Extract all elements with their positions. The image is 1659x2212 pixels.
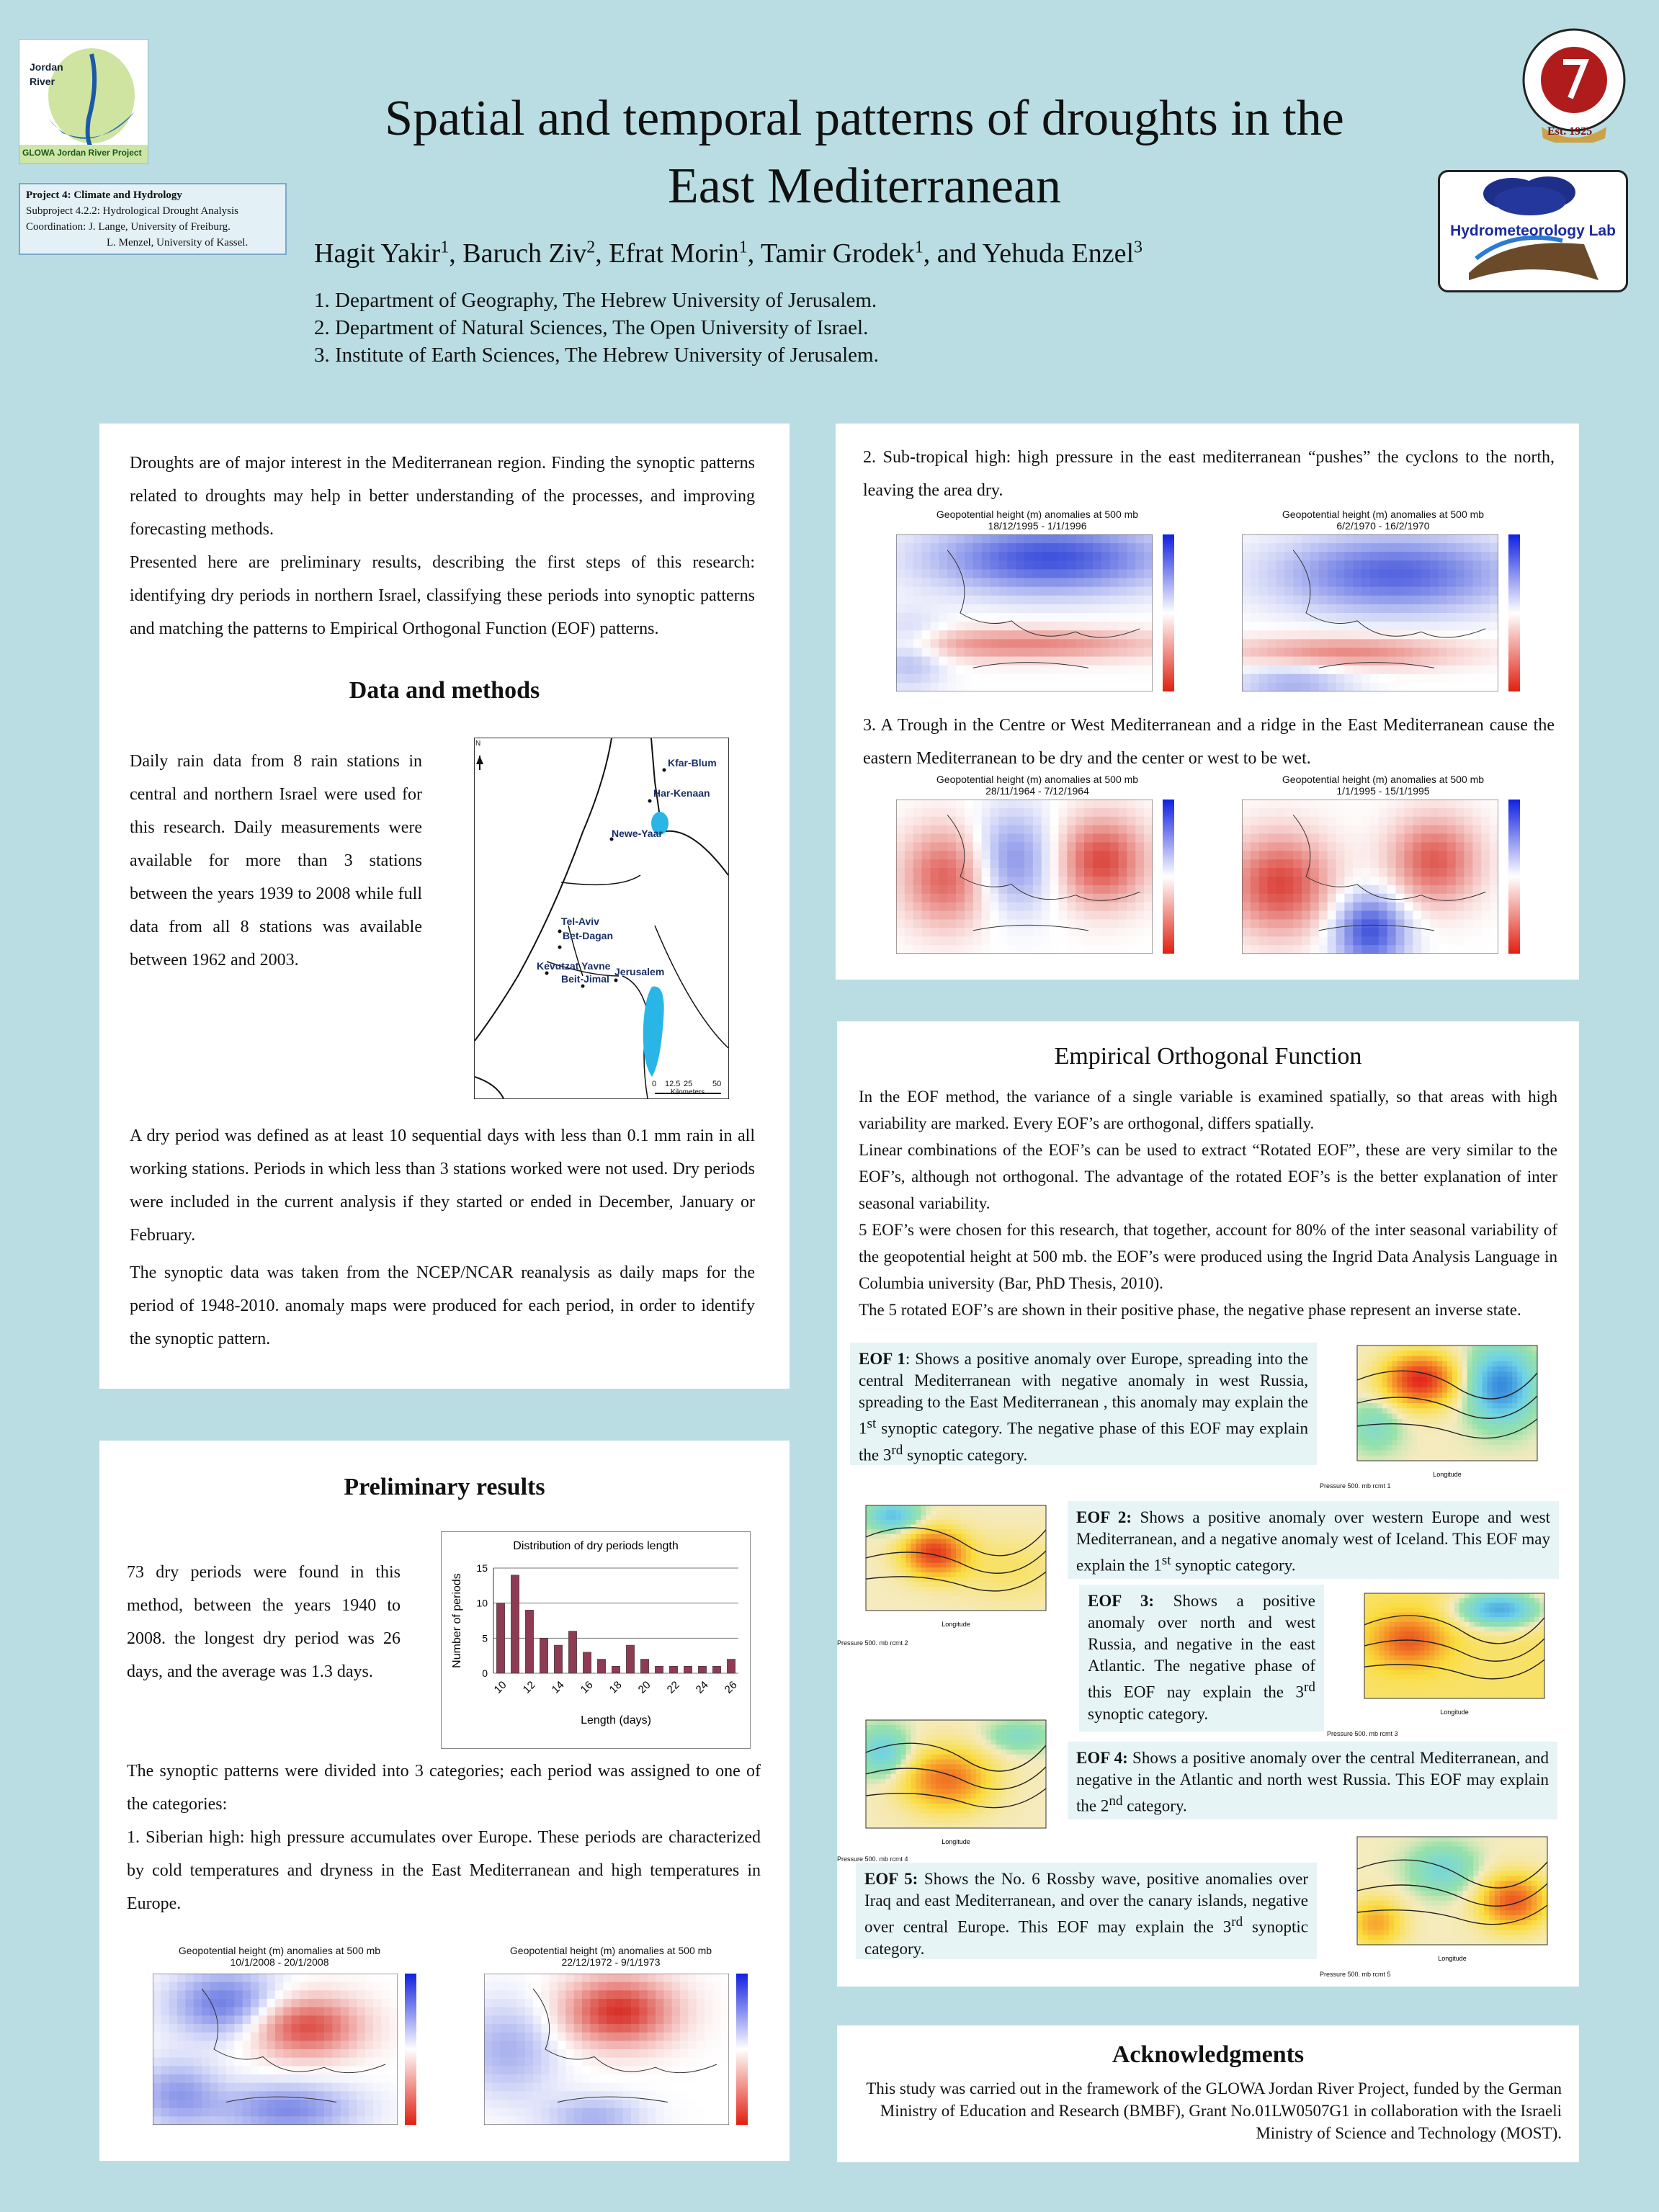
anomaly-grid (1242, 534, 1498, 691)
title-line2: East Mediterranean (667, 158, 1062, 214)
station-label-newe-yaar: Newe-Yaar (612, 828, 663, 839)
project-box-line1: Project 4: Climate and Hydrology (26, 189, 182, 201)
data-methods-text-2 (130, 1119, 755, 1356)
glowa-logo (19, 39, 148, 164)
chart-x-tick: 10 (491, 1678, 509, 1696)
map-title: Geopotential height (m) anomalies at 500 mb (1282, 774, 1485, 785)
chart-y-label: Number of periods (451, 1573, 463, 1668)
eof-text: category. (1122, 1796, 1187, 1815)
eof-longitude-label: Longitude (1440, 1709, 1469, 1716)
station-map (474, 738, 729, 1099)
intro-text (130, 447, 755, 645)
chart-title: Distribution of dry periods length (513, 1540, 679, 1552)
author-name: Hagit Yakir (314, 238, 441, 269)
poster-title (274, 85, 1455, 220)
eof-sup: rd (1304, 1680, 1315, 1695)
eof-paragraph-3: 5 EOF’s were chosen for this research, that together, account for 80% of the inter seasonal variability of the geopotential height at 500 mb. the EOF’s were produced using the Ingrid Data Analysis Language in Columbia university (Bar, PhD Thesis, 2010). (859, 1221, 1557, 1292)
intro-panel (99, 424, 790, 1389)
eof-4-box (1068, 1742, 1557, 1819)
color-scale-bar (736, 1974, 748, 2125)
data-methods-paragraph-2: A dry period was defined as at least 10 sequential days with less than 0.1 mm rain in all working stations. Periods in which less than 3 stations worked were not used. Dry periods were included in the current analysis if they started or ended in December, January or February. (130, 1127, 755, 1245)
map-north-label: N (475, 740, 481, 748)
eof-longitude-label: Longitude (942, 1621, 970, 1628)
anomaly-field (484, 1974, 729, 2125)
intro-paragraph-2: Presented here are preliminary results, describing the first steps of this research: identifying dry periods in northern Israel, classifying these periods into synoptic patterns and matching the patterns to Empirical Orthogonal Function (EOF) patterns. (130, 553, 755, 638)
eof-text: Shows a positive anomaly over the central Mediterranean, and negative in the Atlantic and north west Russia. This EOF may explain the 2 (1076, 1749, 1549, 1815)
eof-2-box (1068, 1501, 1559, 1579)
results-paragraph-1: 73 dry periods were found in this method, between the years 1940 to 2008. the longest dry period was 26 days, and the average was 1.3 days. (127, 1563, 401, 1681)
eof-3-map (1349, 1590, 1550, 1717)
trough-text-block (863, 709, 1555, 775)
anomaly-field (896, 800, 1153, 954)
eof-text: synoptic category. (1171, 1556, 1296, 1575)
eof-label: EOF 3: (1088, 1592, 1155, 1610)
project-box-line4: L. Menzel, University of Kassel. (107, 237, 249, 248)
map-scale-0: 0 (652, 1080, 657, 1088)
chart-bar (540, 1638, 547, 1673)
chart-canvas (442, 1532, 750, 1748)
eof-paragraph-2: Linear combinations of the EOF’s can be used to extract “Rotated EOF”, these are very similar to the EOF’s, although not orthogonal. The advantage of the rotated EOF’s is the better explanation of inter seasonal variability. (859, 1141, 1557, 1212)
eof-field (1349, 1590, 1550, 1717)
map-dates: 1/1/1995 - 15/1/1995 (1336, 785, 1430, 797)
eof-text: Shows a positive anomaly over western Europe and west Mediterranean, and a negative anomaly west of Iceland. This EOF may explain the 1 (1076, 1508, 1550, 1575)
acknowledgments-heading: Acknowledgments (1112, 2041, 1305, 2068)
chart-bar (597, 1660, 605, 1673)
chart-y-tick: 10 (476, 1597, 488, 1609)
author-name: Efrat Morin (609, 238, 739, 269)
eof-text: synoptic category. The negative phase of this EOF may explain the 3 (859, 1419, 1308, 1464)
affiliation-1: 1. Department of Geography, The Hebrew University of Jerusalem. (314, 289, 877, 312)
eof-text: Shows a positive anomaly over north and west Russia, and negative in the east Atlantic. The negative phase of this EOF nay explain the 3 (1088, 1592, 1315, 1701)
station-label-jerusalem: Jerusalem (614, 966, 665, 977)
acknowledgments-panel (837, 2025, 1579, 2162)
eof-sup: rd (1231, 1915, 1243, 1930)
results-heading: Preliminary results (344, 1474, 545, 1500)
chart-bar (698, 1666, 706, 1673)
eof-field (1341, 1834, 1553, 1964)
anomaly-field (1242, 534, 1498, 691)
data-methods-heading: Data and methods (349, 677, 540, 704)
map-scale-2: 25 (684, 1080, 693, 1088)
color-scale-bar (1163, 534, 1174, 691)
eof-longitude-label: Longitude (942, 1838, 970, 1845)
intro-paragraph-1: Droughts are of major interest in the Mediterranean region. Finding the synoptic patterns related to droughts may help in better understanding of the processes, and improving forecasting methods. (130, 454, 755, 539)
subtropical-text: 2. Sub-tropical high: high pressure in the east mediterranean “pushes” the cyclons to the north, leaving the area dry. (863, 448, 1555, 500)
anomaly-field (1242, 800, 1498, 954)
chart-x-tick: 14 (549, 1678, 567, 1696)
eof-longitude-label: Longitude (1433, 1471, 1462, 1478)
data-methods-paragraph-1: Daily rain data from 8 rain stations in central and northern Israel were used for this research. Daily measurements were available for more than 3 stations between the years 1939 to 2008 while full data from all 8 stations was available between 1962 and 2003. (130, 752, 422, 970)
chart-bar (525, 1610, 533, 1673)
anomaly-grid (896, 800, 1153, 954)
affiliation-2: 2. Department of Natural Sciences, The Open University of Israel. (314, 316, 869, 339)
eof-5-box (856, 1863, 1317, 1959)
trough-map-1 (879, 774, 1196, 978)
eof-4-caption: Pressure 500. mb rcmt 4 (837, 1855, 908, 1863)
eof-label: EOF 2: (1076, 1508, 1132, 1526)
color-scale-bar (1508, 800, 1520, 954)
glowa-logo-text2: River (30, 76, 55, 87)
eof-field (1341, 1343, 1543, 1479)
station-label-kevutzat-yavne: Kevutzat Yavne (537, 960, 611, 972)
map-dates: 6/2/1970 - 16/2/1970 (1336, 520, 1430, 532)
eof-2-caption: Pressure 500. mb rcmt 2 (837, 1639, 908, 1647)
station-label-tel-aviv: Tel-Aviv (561, 915, 599, 927)
author-name: Baruch Ziv (462, 238, 587, 269)
anomaly-field (896, 534, 1153, 691)
eof-4-map (850, 1717, 1052, 1847)
hydrometeorology-logo (1438, 170, 1628, 292)
glowa-logo-caption: GLOWA Jordan River Project (22, 148, 142, 158)
eof-heading: Empirical Orthogonal Function (1054, 1043, 1362, 1070)
subtropical-text-block (863, 441, 1555, 507)
eof-1-box (850, 1343, 1317, 1465)
anomaly-grid (1242, 800, 1498, 954)
chart-bar (568, 1631, 576, 1673)
station-label-har-kenaan: Har-Kenaan (653, 787, 710, 799)
map-dates: 10/1/2008 - 20/1/2008 (230, 1956, 329, 1968)
hebrew-university-logo (1520, 26, 1628, 143)
author-name: Tamir Grodek (761, 238, 915, 269)
title-line1: Spatial and temporal patterns of droughts in the (385, 91, 1344, 146)
chart-x-tick: 20 (635, 1678, 653, 1696)
chart-bar (554, 1645, 562, 1673)
anomaly-field (153, 1974, 398, 2125)
trough-text: 3. A Trough in the Centre or West Mediterranean and a ridge in the East Mediterranean cause the eastern Mediterranean to be dry and the center or west to be wet. (863, 716, 1555, 768)
chart-x-tick: 12 (520, 1678, 538, 1696)
project-box-line2: Subproject 4.2.2: Hydrological Drought Analysis (26, 205, 238, 217)
chart-bar (583, 1652, 591, 1673)
chart-bar (712, 1666, 720, 1673)
anomaly-grid (153, 1974, 398, 2125)
eof-1-map (1341, 1343, 1543, 1479)
eof-intro (859, 1083, 1557, 1323)
map-title: Geopotential height (m) anomalies at 500 mb (178, 1945, 381, 1956)
anomaly-grid (896, 534, 1153, 691)
author-affiliation-number: 1 (440, 238, 450, 257)
anomaly-grid (484, 1974, 729, 2125)
chart-y-tick: 5 (482, 1632, 488, 1644)
project-box-line3: Coordination: J. Lange, University of Freiburg. (26, 221, 231, 233)
color-scale-bar (405, 1974, 416, 2125)
eof-text: synoptic category. (864, 1917, 1308, 1958)
eof-field (850, 1717, 1052, 1847)
eof-5-caption: Pressure 500. mb rcmt 5 (1320, 1971, 1391, 1978)
eof-5-map (1341, 1834, 1553, 1964)
results-panel (99, 1441, 790, 2161)
hydro-logo-label: Hydrometeorology Lab (1450, 223, 1616, 239)
eof-sup: nd (1109, 1794, 1123, 1809)
affiliation-3: 3. Institute of Earth Sciences, The Hebrew University of Jerusalem. (314, 344, 879, 367)
chart-y-tick: 15 (476, 1562, 488, 1574)
chart-x-label: Length (days) (581, 1714, 651, 1727)
eof-label: EOF 4: (1076, 1749, 1128, 1767)
map-dates: 22/12/1972 - 9/1/1973 (561, 1956, 661, 1968)
results-text-2 (127, 1755, 761, 1920)
affiliations (314, 287, 879, 369)
map-title: Geopotential height (m) anomalies at 500 mb (509, 1945, 712, 1956)
map-scale-unit: Kilometers (671, 1088, 705, 1096)
eof-text: Shows the No. 6 Rossby wave, positive anomalies over Iraq and east Mediterranean, and over the canary islands, negative over central Europe. This EOF may explain the 3 (864, 1870, 1308, 1936)
station-label-beit-jimal: Beit-Jimal (561, 973, 609, 985)
chart-bar (640, 1660, 648, 1673)
eof-3-box (1079, 1585, 1324, 1732)
chart-bar (612, 1666, 620, 1673)
siberian-map-2 (460, 1945, 762, 2139)
trough-map-2 (1225, 774, 1542, 978)
eof-text: synoptic category. (1088, 1704, 1209, 1723)
map-scale-1: 12.5 (665, 1080, 681, 1088)
eof-panel (837, 1021, 1579, 1987)
eof-3-caption: Pressure 500. mb rcmt 3 (1327, 1730, 1398, 1737)
author-name: and Yehuda Enzel (936, 238, 1135, 269)
author-affiliation-number: 1 (914, 238, 924, 257)
station-label-kfar-blum: Kfar-Blum (668, 757, 717, 769)
chart-bar (727, 1660, 735, 1673)
eof-label: EOF 1 (859, 1350, 905, 1368)
chart-bar (684, 1666, 692, 1673)
siberian-map-1 (128, 1945, 431, 2139)
results-paragraph-2: The synoptic patterns were divided into 3 categories; each period was assigned to one of the categories: (127, 1762, 761, 1814)
author-affiliation-number: 1 (738, 238, 748, 257)
results-paragraph-3: 1. Siberian high: high pressure accumulates over Europe. These periods are characterized by cold temperatures and dryness in the East Mediterranean and high temperatures in Europe. (127, 1828, 761, 1913)
color-scale-bar (1508, 534, 1520, 691)
eof-paragraph-4: The 5 rotated EOF’s are shown in their positive phase, the negative phase represent an inverse state. (859, 1301, 1521, 1319)
data-methods-text (130, 745, 422, 977)
eof-longitude-label: Longitude (1438, 1955, 1467, 1962)
eof-field (850, 1503, 1052, 1629)
acknowledgments-text: This study was carried out in the framework of the GLOWA Jordan River Project, funded by the German Ministry of Education and Research (BMBF), Grant No.01LW0507G1 in collaboration with the Israeli Ministry of Science and Technology (MOST). (866, 2079, 1562, 2142)
author-affiliation-number: 3 (1134, 238, 1143, 257)
eof-sup: rd (891, 1442, 903, 1458)
categories-panel (836, 424, 1579, 980)
eof-1-caption: Pressure 500. mb rcmt 1 (1320, 1482, 1391, 1490)
subtropical-map-1 (879, 509, 1196, 717)
eof-sup: st (867, 1416, 877, 1431)
chart-x-tick: 18 (607, 1678, 625, 1696)
map-dates: 28/11/1964 - 7/12/1964 (985, 785, 1089, 797)
project-box (19, 183, 287, 255)
author-affiliation-number: 2 (586, 238, 596, 257)
chart-x-tick: 24 (693, 1678, 711, 1696)
map-title: Geopotential height (m) anomalies at 500 mb (936, 509, 1139, 520)
author-list: Hagit Yakir$^1$, Baruch Ziv$^2$, Efrat Morin$^1$, Tamir Grodek$^1$, and Yehuda Enzel$^3$ (314, 238, 1143, 269)
chart-x-tick: 16 (578, 1678, 596, 1696)
map-dates: 18/12/1995 - 1/1/1996 (988, 520, 1087, 532)
eof-label: EOF 5: (864, 1870, 918, 1888)
eof-paragraph-1: In the EOF method, the variance of a single variable is examined spatially, so that areas with high variability are marked. Every EOF’s are orthogonal, differs spatially. (859, 1088, 1557, 1132)
chart-bar (511, 1575, 519, 1673)
chart-bar (655, 1666, 663, 1673)
subtropical-map-2 (1225, 509, 1542, 717)
eof-2-map (850, 1503, 1052, 1629)
eof-sup: st (1161, 1553, 1171, 1568)
chart-bar (496, 1603, 504, 1673)
dry-period-chart (441, 1531, 751, 1749)
chart-x-tick: 26 (722, 1678, 740, 1696)
data-methods-paragraph-3: The synoptic data was taken from the NCEP/NCAR reanalysis as daily maps for the period of 1948-2010. anomaly maps were produced for each period, in order to identify the synoptic pattern. (130, 1263, 755, 1348)
eof-text: : Shows a positive anomaly over Europe, spreading into the central Mediterranean with negative anomaly in west Russia, spreading to the East Mediterranean , this anomaly may explain the 1 (859, 1350, 1308, 1438)
chart-y-tick: 0 (482, 1667, 488, 1679)
color-scale-bar (1163, 800, 1174, 954)
chart-bar (626, 1645, 634, 1673)
map-title: Geopotential height (m) anomalies at 500 mb (1282, 509, 1485, 520)
results-text (127, 1556, 401, 1688)
eof-text: synoptic category. (903, 1446, 1028, 1464)
chart-x-tick: 22 (664, 1678, 682, 1696)
chart-bar (669, 1666, 677, 1673)
map-title: Geopotential height (m) anomalies at 500 mb (936, 774, 1139, 785)
logo-ribbon-text: Est. 1925 (1547, 125, 1593, 138)
map-scale-3: 50 (712, 1080, 722, 1088)
glowa-logo-text: Jordan (30, 61, 63, 73)
station-label-bet-dagan: Bet-Dagan (563, 930, 614, 941)
